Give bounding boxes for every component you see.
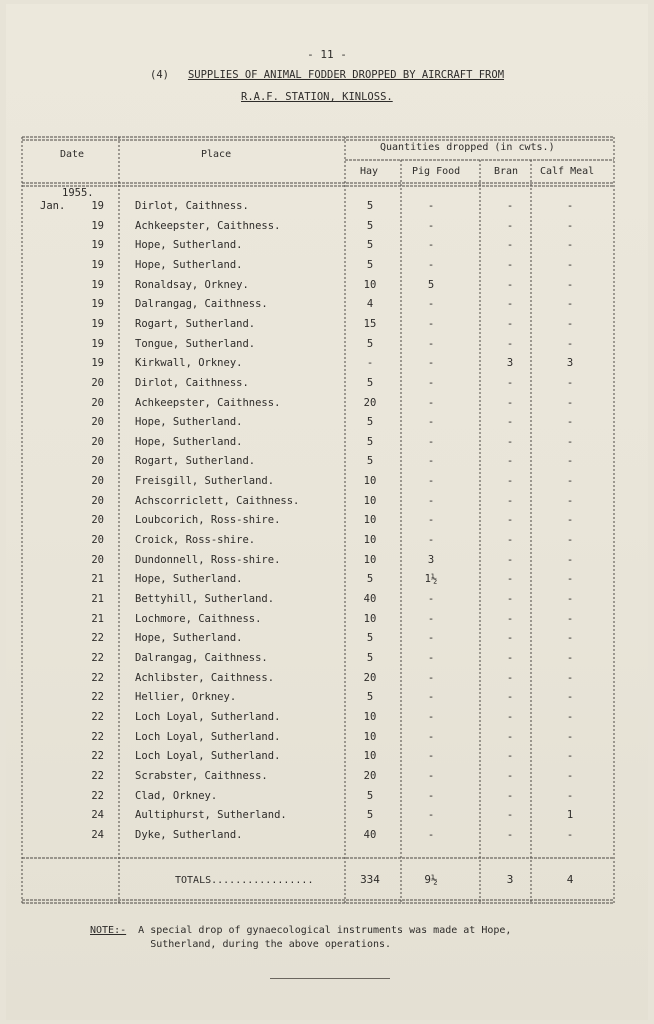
day-cell: 19 [91, 357, 104, 370]
calf-meal-cell: - [566, 651, 574, 664]
bran-cell: - [506, 809, 514, 822]
table-row [0, 750, 654, 770]
day-cell: 21 [91, 573, 104, 586]
table-row [0, 691, 654, 711]
calf-meal-cell: - [566, 278, 574, 291]
table-row [0, 416, 654, 436]
calf-meal-cell: - [566, 632, 574, 645]
header-bran: Bran [494, 166, 519, 177]
day-cell: 20 [91, 396, 104, 409]
calf-meal-cell: - [566, 612, 574, 625]
pig-food-cell: - [427, 416, 435, 429]
place-cell: Freisgill, Sutherland. [135, 475, 275, 488]
place-cell: Dalrangag, Caithness. [135, 298, 268, 311]
hay-cell: 10 [363, 475, 377, 488]
place-cell: Achkeepster, Caithness. [135, 219, 281, 232]
table-row [0, 455, 654, 475]
pig-food-cell: - [427, 632, 435, 645]
note-label: NOTE:- [90, 925, 127, 936]
pig-food-cell: - [427, 258, 435, 271]
bran-cell: - [506, 651, 514, 664]
day-cell: 20 [91, 416, 104, 429]
day-cell: 20 [91, 494, 104, 507]
header-hay: Hay [360, 166, 379, 177]
table-row [0, 259, 654, 279]
hay-cell: 5 [366, 809, 374, 822]
bran-cell: - [506, 298, 514, 311]
day-cell: 19 [91, 278, 104, 291]
table-row [0, 298, 654, 318]
header-pig-food: Pig Food [412, 166, 461, 177]
table-row [0, 770, 654, 790]
table-row [0, 200, 654, 220]
bran-cell: - [506, 435, 514, 448]
calf-meal-cell: - [566, 593, 574, 605]
calf-meal-cell: - [566, 710, 574, 723]
pig-food-cell: - [427, 534, 435, 547]
place-cell: Kirkwall, Orkney. [135, 357, 243, 370]
totals-label: TOTALS................. [175, 875, 314, 886]
table-row [0, 220, 654, 240]
place-cell: Lochmore, Caithness. [135, 612, 262, 625]
calf-meal-cell: - [566, 730, 574, 743]
hay-cell: - [366, 357, 374, 370]
table-row [0, 338, 654, 358]
place-cell: Aultiphurst, Sutherland. [135, 809, 287, 822]
calf-meal-cell: - [566, 475, 574, 488]
place-cell: Dyke, Sutherland. [135, 828, 243, 841]
place-cell: Loch Loyal, Sutherland. [135, 710, 281, 723]
place-cell: Dundonnell, Ross-shire. [135, 553, 281, 566]
pig-food-cell: - [427, 828, 435, 841]
note-line-2: Sutherland, during the above operations. [150, 939, 392, 950]
place-cell: Achlibster, Caithness. [135, 671, 275, 684]
bran-cell: - [506, 632, 514, 645]
month-cell: Jan. [40, 200, 66, 212]
hay-cell: 20 [363, 769, 377, 782]
place-cell: Achkeepster, Caithness. [135, 396, 281, 409]
place-cell: Hope, Sutherland. [135, 239, 243, 252]
day-cell: 19 [91, 317, 104, 330]
hay-cell: 10 [363, 494, 377, 507]
hay-cell: 10 [363, 612, 377, 625]
hay-cell: 10 [363, 710, 377, 723]
hay-cell: 20 [363, 671, 377, 684]
day-cell: 19 [91, 298, 104, 311]
heading-title: SUPPLIES OF ANIMAL FODDER DROPPED BY AIRCRAFT FROM [187, 69, 505, 81]
pig-food-cell: - [427, 239, 435, 252]
calf-meal-cell: - [566, 769, 574, 782]
place-cell: Dirlot, Caithness. [135, 376, 249, 389]
pig-food-cell: - [427, 455, 435, 468]
pig-food-cell: 1½ [424, 573, 438, 586]
day-cell: 20 [91, 514, 104, 527]
day-cell: 22 [91, 710, 104, 723]
pig-food-cell: - [427, 710, 435, 723]
place-cell: Dirlot, Caithness. [135, 200, 249, 212]
hay-cell: 5 [366, 632, 374, 645]
day-cell: 22 [91, 769, 104, 782]
bran-cell: - [506, 789, 514, 802]
table-row [0, 711, 654, 731]
hay-cell: 40 [363, 828, 377, 841]
place-cell: Hope, Sutherland. [135, 632, 243, 645]
bran-cell: - [506, 455, 514, 468]
pig-food-cell: - [427, 612, 435, 625]
calf-meal-cell: - [566, 317, 574, 330]
calf-meal-cell: 1 [566, 809, 574, 822]
pig-food-cell: - [427, 435, 435, 448]
bran-cell: - [506, 671, 514, 684]
bran-cell: - [506, 200, 514, 212]
day-cell: 22 [91, 671, 104, 684]
table-row [0, 790, 654, 810]
bran-cell: - [506, 278, 514, 291]
calf-meal-cell: - [566, 416, 574, 429]
place-cell: Loubcorich, Ross-shire. [135, 514, 281, 527]
bran-cell: - [506, 769, 514, 782]
table-row [0, 613, 654, 633]
day-cell: 21 [91, 612, 104, 625]
day-cell: 20 [91, 376, 104, 389]
day-cell: 22 [91, 730, 104, 743]
calf-meal-cell: - [566, 298, 574, 311]
day-cell: 20 [91, 553, 104, 566]
place-cell: Hope, Sutherland. [135, 258, 243, 271]
hay-cell: 10 [363, 730, 377, 743]
day-cell: 20 [91, 455, 104, 468]
hay-cell: 5 [366, 239, 374, 252]
bran-cell: - [506, 475, 514, 488]
place-cell: Rogart, Sutherland. [135, 317, 256, 330]
pig-food-cell: - [427, 298, 435, 311]
table-row [0, 397, 654, 417]
bran-cell: - [506, 514, 514, 527]
table-row [0, 279, 654, 299]
calf-meal-cell: - [566, 514, 574, 527]
hay-cell: 20 [363, 396, 377, 409]
day-cell: 22 [91, 651, 104, 664]
bran-cell: - [506, 553, 514, 566]
table-row [0, 632, 654, 652]
calf-meal-cell: - [566, 258, 574, 271]
table-row [0, 573, 654, 593]
hay-cell: 5 [366, 651, 374, 664]
hay-cell: 5 [366, 455, 374, 468]
bran-cell: - [506, 219, 514, 232]
bran-cell: - [506, 828, 514, 841]
pig-food-cell: - [427, 593, 435, 605]
hay-cell: 5 [366, 219, 374, 232]
calf-meal-cell: - [566, 671, 574, 684]
place-cell: Hope, Sutherland. [135, 435, 243, 448]
bran-cell: - [506, 534, 514, 547]
hay-cell: 10 [363, 750, 377, 763]
pig-food-cell: - [427, 337, 435, 350]
day-cell: 20 [91, 475, 104, 488]
day-cell: 19 [91, 258, 104, 271]
pig-food-cell: - [427, 809, 435, 822]
calf-meal-cell: - [566, 239, 574, 252]
bran-cell: - [506, 691, 514, 704]
day-cell: 21 [91, 593, 104, 605]
table-row [0, 475, 654, 495]
total-bran: 3 [506, 873, 514, 886]
place-cell: Dalrangag, Caithness. [135, 651, 268, 664]
hay-cell: 5 [366, 789, 374, 802]
hay-cell: 10 [363, 278, 377, 291]
day-cell: 24 [91, 809, 104, 822]
day-cell: 20 [91, 534, 104, 547]
table-row [0, 829, 654, 849]
year-label: 1955. [62, 187, 94, 199]
hay-cell: 5 [366, 573, 374, 586]
table-row [0, 809, 654, 829]
place-cell: Loch Loyal, Sutherland. [135, 750, 281, 763]
bran-cell: - [506, 317, 514, 330]
hay-cell: 5 [366, 337, 374, 350]
footnote [90, 924, 511, 952]
day-cell: 22 [91, 789, 104, 802]
bran-cell: - [506, 396, 514, 409]
pig-food-cell: - [427, 671, 435, 684]
place-cell: Tongue, Sutherland. [135, 337, 256, 350]
heading-index: (4) [150, 69, 169, 81]
place-cell: Hellier, Orkney. [135, 691, 237, 704]
pig-food-cell: - [427, 200, 435, 212]
day-cell: 22 [91, 632, 104, 645]
bran-cell: - [506, 416, 514, 429]
calf-meal-cell: - [566, 200, 574, 212]
day-cell: 19 [91, 219, 104, 232]
table-row [0, 436, 654, 456]
place-cell: Achscorriclett, Caithness. [135, 494, 300, 507]
calf-meal-cell: - [566, 396, 574, 409]
calf-meal-cell: - [566, 534, 574, 547]
pig-food-cell: - [427, 219, 435, 232]
header-date: Date [60, 149, 85, 160]
total-pig-food: 9½ [424, 873, 438, 886]
table-row [0, 318, 654, 338]
calf-meal-cell: - [566, 828, 574, 841]
hay-cell: 10 [363, 553, 377, 566]
bran-cell: - [506, 612, 514, 625]
note-line-1: A special drop of gynaecological instruments was made at Hope, [138, 925, 512, 936]
header-calf-meal: Calf Meal [540, 166, 595, 177]
calf-meal-cell: - [566, 494, 574, 507]
table-row [0, 357, 654, 377]
day-cell: 22 [91, 750, 104, 763]
pig-food-cell: - [427, 691, 435, 704]
day-cell: 19 [91, 337, 104, 350]
bran-cell: - [506, 494, 514, 507]
day-cell: 24 [91, 828, 104, 841]
calf-meal-cell: - [566, 376, 574, 389]
calf-meal-cell: - [566, 435, 574, 448]
day-cell: 19 [91, 239, 104, 252]
bran-cell: - [506, 376, 514, 389]
bran-cell: - [506, 593, 514, 605]
bran-cell: - [506, 573, 514, 586]
hay-cell: 40 [363, 593, 377, 605]
calf-meal-cell: - [566, 219, 574, 232]
pig-food-cell: - [427, 494, 435, 507]
pig-food-cell: - [427, 475, 435, 488]
total-calf-meal: 4 [566, 873, 574, 886]
bran-cell: - [506, 258, 514, 271]
bran-cell: - [506, 730, 514, 743]
pig-food-cell: 5 [427, 278, 435, 291]
hay-cell: 5 [366, 376, 374, 389]
bran-cell: - [506, 337, 514, 350]
calf-meal-cell: - [566, 455, 574, 468]
pig-food-cell: - [427, 789, 435, 802]
pig-food-cell: - [427, 730, 435, 743]
place-cell: Clad, Orkney. [135, 789, 218, 802]
pig-food-cell: - [427, 317, 435, 330]
place-cell: Bettyhill, Sutherland. [135, 593, 275, 605]
total-hay: 334 [360, 873, 380, 886]
table-row [0, 239, 654, 259]
header-quantities: Quantities dropped (in cwts.) [380, 142, 555, 153]
bran-cell: 3 [506, 357, 514, 370]
hay-cell: 5 [366, 691, 374, 704]
calf-meal-cell: 3 [566, 357, 574, 370]
pig-food-cell: - [427, 396, 435, 409]
table-row [0, 514, 654, 534]
hay-cell: 5 [366, 416, 374, 429]
pig-food-cell: - [427, 769, 435, 782]
hay-cell: 4 [366, 298, 374, 311]
bran-cell: - [506, 750, 514, 763]
table-row [0, 593, 654, 613]
hay-cell: 5 [366, 200, 374, 212]
hay-cell: 5 [366, 435, 374, 448]
table-row [0, 554, 654, 574]
hay-cell: 5 [366, 258, 374, 271]
pig-food-cell: 3 [427, 553, 435, 566]
header-place: Place [201, 149, 232, 160]
calf-meal-cell: - [566, 337, 574, 350]
calf-meal-cell: - [566, 553, 574, 566]
day-cell: 19 [91, 200, 104, 212]
pig-food-cell: - [427, 357, 435, 370]
pig-food-cell: - [427, 750, 435, 763]
hay-cell: 15 [363, 317, 377, 330]
place-cell: Scrabster, Caithness. [135, 769, 268, 782]
place-cell: Hope, Sutherland. [135, 416, 243, 429]
table-row [0, 672, 654, 692]
place-cell: Hope, Sutherland. [135, 573, 243, 586]
bran-cell: - [506, 710, 514, 723]
table-row [0, 534, 654, 554]
calf-meal-cell: - [566, 750, 574, 763]
place-cell: Loch Loyal, Sutherland. [135, 730, 281, 743]
calf-meal-cell: - [566, 573, 574, 586]
calf-meal-cell: - [566, 789, 574, 802]
calf-meal-cell: - [566, 691, 574, 704]
hay-cell: 10 [363, 514, 377, 527]
day-cell: 20 [91, 435, 104, 448]
table-row [0, 731, 654, 751]
bran-cell: - [506, 239, 514, 252]
day-cell: 22 [91, 691, 104, 704]
pig-food-cell: - [427, 514, 435, 527]
place-cell: Rogart, Sutherland. [135, 455, 256, 468]
table-row [0, 652, 654, 672]
place-cell: Ronaldsay, Orkney. [135, 278, 249, 291]
place-cell: Croick, Ross-shire. [135, 534, 256, 547]
table-row [0, 377, 654, 397]
page-number: - 11 - [307, 48, 347, 61]
bottom-rule [270, 978, 390, 979]
heading-line-2: R.A.F. STATION, KINLOSS. [241, 91, 393, 103]
hay-cell: 10 [363, 534, 377, 547]
pig-food-cell: - [427, 376, 435, 389]
pig-food-cell: - [427, 651, 435, 664]
table-row [0, 495, 654, 515]
